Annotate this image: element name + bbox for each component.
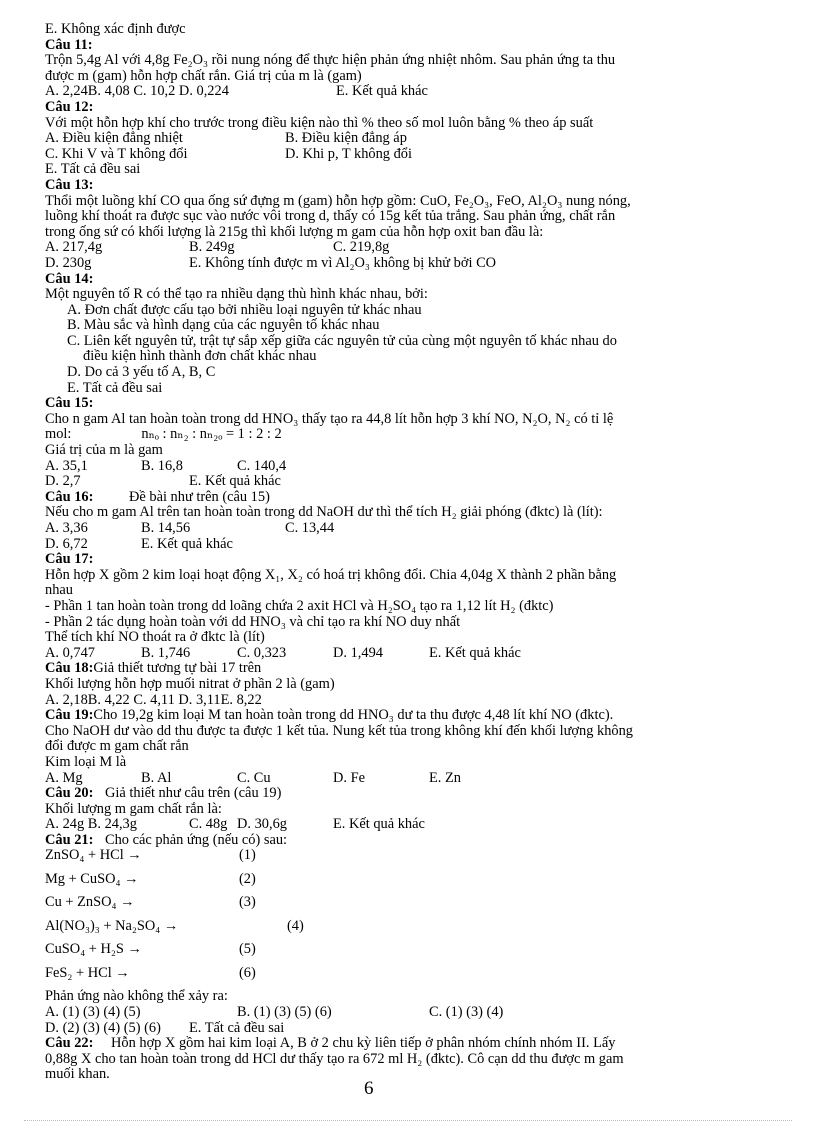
question-18-text: Khối lượng hỗn hợp muối nitrat ở phần 2 là (gam) <box>45 675 335 692</box>
reaction-2 <box>45 872 745 896</box>
reaction-4-number: (4) <box>287 917 304 934</box>
question-22-heading: Câu 22: <box>45 1035 94 1052</box>
question-19-text: Cho 19,2g kim loại M tan hoàn toàn trong dd HNO₃ dư ta thu được 4,48 lít khí NO (đktc). <box>93 707 614 724</box>
reaction-6 <box>45 966 745 990</box>
option-a: A. 217,4g <box>45 239 103 256</box>
question-20-text: Khối lượng m gam chất rắn là: <box>45 800 222 817</box>
question-21-hint: Cho các phản ứng (nếu có) sau: <box>105 831 288 848</box>
option-a: A. 3,36 <box>45 520 88 536</box>
question-16-options <box>45 521 745 537</box>
option-e: E. Không xác định được <box>45 21 186 37</box>
reaction-3 <box>45 895 745 919</box>
question-14-heading: Câu 14: <box>45 270 94 287</box>
option-b: B. 14,56 <box>141 520 191 536</box>
reaction-2-number: (2) <box>239 870 256 887</box>
question-19-header-line <box>45 708 745 724</box>
option-c: C. Khi V và T không đổi <box>45 145 188 162</box>
question-18-hint: Giả thiết tương tự bài 17 trên <box>93 660 262 677</box>
question-13-options <box>45 240 745 256</box>
question-13-text: trong ống sứ có khối lượng là 215g thì khối lượng m gam của hỗn hợp oxit ban đầu là: <box>45 223 544 240</box>
option-c: C. Liên kết nguyên tử, trật tự sắp xếp giữa các nguyên tử của cùng một nguyên tố khác nhau do <box>67 332 617 349</box>
option-e: E. Kết quả khác <box>189 473 281 490</box>
option-e: E. Không tính được m vì Al₂O₃ không bị khử bởi CO <box>189 254 497 271</box>
option-a: A. Đơn chất được cấu tạo bởi nhiều loại nguyên tử khác nhau <box>67 301 422 318</box>
option-e: E. Kết quả khác <box>141 535 233 552</box>
question-17-text: Thể tích khí NO thoát ra ở đktc là (lít) <box>45 629 265 646</box>
reaction-3-number: (3) <box>239 894 256 911</box>
question-16-header-line <box>45 490 745 506</box>
question-17-heading: Câu 17: <box>45 551 94 568</box>
document-page <box>45 22 745 1083</box>
reaction-3-equation: Cu + ZnSO₄ → <box>45 894 135 911</box>
page-number: 6 <box>364 1078 374 1099</box>
footer-divider <box>24 1120 792 1121</box>
option-c: C. 48g <box>189 816 228 833</box>
question-11-text: Trộn 5,4g Al với 4,8g Fe₂O₃ rồi nung nóng để thực hiện phản ứng nhiệt nhôm. Sau phản ứng ta thu <box>45 52 616 69</box>
reaction-5-number: (5) <box>239 941 256 958</box>
option-d: D. 30,6g <box>237 816 287 833</box>
question-13-options <box>45 256 745 272</box>
question-20-header-line <box>45 786 745 802</box>
question-15-text: Cho n gam Al tan hoàn toàn trong dd HNO₃ thấy tạo ra 44,8 lít hỗn hợp 3 khí NO, N₂O, N₂ có tỉ lệ <box>45 410 614 427</box>
question-19-text: Kim loại M là <box>45 753 127 770</box>
question-21-heading: Câu 21: <box>45 831 94 848</box>
question-18-header-line <box>45 661 745 677</box>
question-12-options <box>45 131 745 147</box>
option-a: A. (1) (3) (4) (5) <box>45 1004 141 1021</box>
question-17-options <box>45 646 745 662</box>
question-18-options: A. 2,18B. 4,22 C. 4,11 D. 3,11E. 8,22 <box>45 691 262 708</box>
option-c-continued: điều kiện hình thành đơn chất khác nhau <box>83 348 317 365</box>
option-e: E. Tất cả đều sai <box>67 379 163 396</box>
option-d: D. 6,72 <box>45 535 88 552</box>
question-19-heading: Câu 19: <box>45 707 94 724</box>
question-19-text: đổi được m gam chất rắn <box>45 738 189 755</box>
question-15-heading: Câu 15: <box>45 395 94 412</box>
question-11-heading: Câu 11: <box>45 36 93 53</box>
question-19-options <box>45 771 745 787</box>
option-e: E. Kết quả khác <box>336 83 428 100</box>
question-22-text: muối khan. <box>45 1066 110 1083</box>
question-11-options <box>45 84 745 100</box>
option-b: B. 249g <box>189 239 235 256</box>
question-21-header-line <box>45 833 745 849</box>
option-c: C. 0,323 <box>237 644 287 661</box>
question-12-text: Với một hỗn hợp khí cho trước trong điều kiện nào thì % theo số mol luôn bằng % theo áp suất <box>45 114 594 131</box>
reaction-4-equation: Al(NO₃)₃ + Na₂SO₄ → <box>45 917 179 934</box>
question-17-text: - Phần 1 tan hoàn toàn trong dd loãng chứa 2 axit HCl và H₂SO₄ tạo ra 1,12 lít H₂ (đktc) <box>45 597 554 614</box>
option-b: B. Màu sắc và hình dạng của các nguyên tố khác nhau <box>67 317 380 334</box>
options-a-d: A. 2,24B. 4,08 C. 10,2 D. 0,224 <box>45 83 229 100</box>
reaction-1 <box>45 848 745 872</box>
option-c: C. (1) (3) (4) <box>429 1004 504 1021</box>
option-c: C. 13,44 <box>285 520 335 536</box>
option-c: C. 140,4 <box>237 457 287 474</box>
question-22-header-line <box>45 1036 745 1052</box>
option-d: D. 1,494 <box>333 644 383 661</box>
question-18-heading: Câu 18: <box>45 660 94 677</box>
question-15-ratio-line <box>45 427 745 443</box>
question-12-options <box>45 147 745 163</box>
question-15-text: Giá trị của m là gam <box>45 442 163 459</box>
option-d: D. (2) (3) (4) (5) (6) <box>45 1019 161 1036</box>
reaction-1-number: (1) <box>239 847 256 864</box>
question-16-hint: Đề bài như trên (câu 15) <box>129 488 270 505</box>
reaction-2-equation: Mg + CuSO₄ → <box>45 870 139 887</box>
option-b: B. (1) (3) (5) (6) <box>237 1004 332 1021</box>
question-20-heading: Câu 20: <box>45 785 94 802</box>
question-16-heading: Câu 16: <box>45 488 94 505</box>
question-21-options <box>45 1005 745 1021</box>
option-e: E. Zn <box>429 769 461 786</box>
question-17-text: Hỗn hợp X gồm 2 kim loại hoạt động X₁, X₂ có hoá trị không đổi. Chia 4,04g X thành 2 phần bằng <box>45 566 617 583</box>
option-a: A. Mg <box>45 769 83 786</box>
reaction-1-equation: ZnSO₄ + HCl → <box>45 847 142 864</box>
option-d: D. 2,7 <box>45 473 81 490</box>
question-20-hint: Giả thiết như câu trên (câu 19) <box>105 785 282 802</box>
question-16-options <box>45 537 745 553</box>
option-e: E. Tất cả đều sai <box>189 1019 285 1036</box>
option-b: B. Điều kiện đẳng áp <box>285 130 407 147</box>
question-17-text: nhau <box>45 582 73 599</box>
option-b: B. 1,746 <box>141 644 191 661</box>
question-15-options <box>45 459 745 475</box>
question-14-text: Một nguyên tố R có thể tạo ra nhiều dạng thù hình khác nhau, bởi: <box>45 286 428 303</box>
option-d: D. Fe <box>333 769 365 786</box>
option-b: B. 16,8 <box>141 457 183 474</box>
reaction-6-number: (6) <box>239 964 256 981</box>
options-a-b: A. 24g B. 24,3g <box>45 816 137 833</box>
question-11-text: được m (gam) hỗn hợp chất rắn. Giá trị của m là (gam) <box>45 67 362 84</box>
question-21-options <box>45 1021 745 1037</box>
option-b: B. Al <box>141 769 172 786</box>
question-21-text: Phản ứng nào không thể xảy ra: <box>45 988 228 1005</box>
reaction-4 <box>45 919 745 943</box>
question-13-text: Thổi một luồng khí CO qua ống sứ đựng m (gam) hỗn hợp gồm: CuO, Fe₂O₃, FeO, Al₂O₃ nung nóng, <box>45 192 631 209</box>
question-15-options <box>45 474 745 490</box>
option-e: E. Tất cả đều sai <box>45 161 141 178</box>
reaction-5-equation: CuSO₄ + H₂S → <box>45 941 142 958</box>
ratio-label: mol: <box>45 426 72 443</box>
option-d: D. Khi p, T không đổi <box>285 145 412 162</box>
question-12-heading: Câu 12: <box>45 98 94 115</box>
option-d: D. Do cả 3 yếu tố A, B, C <box>67 364 216 381</box>
question-22-text: Hỗn hợp X gồm hai kim loại A, B ở 2 chu kỳ liên tiếp ở phân nhóm chính nhóm II. Lấy <box>111 1035 616 1052</box>
question-13-heading: Câu 13: <box>45 176 94 193</box>
question-19-text: Cho NaOH dư vào dd thu được ta được 1 kết tủa. Nung kết tủa trong không khí đến khối lượng không <box>45 722 633 739</box>
question-13-text: luồng khí thoát ra được sục vào nước vôi trong d, thấy có 15g kết tủa trắng. Sau phản ứng, chất rắn <box>45 208 616 225</box>
question-20-options <box>45 817 745 833</box>
option-a: A. Điều kiện đẳng nhiệt <box>45 130 183 147</box>
option-e: E. Kết quả khác <box>333 816 425 833</box>
option-c: C. 219,8g <box>333 239 390 256</box>
question-22-text: 0,88g X cho tan hoàn toàn trong dd HCl dư thấy tạo ra 672 ml H₂ (đktc). Cô cạn dd thu được m gam <box>45 1050 624 1067</box>
option-e: E. Kết quả khác <box>429 644 521 661</box>
option-d: D. 230g <box>45 254 92 271</box>
option-a: A. 0,747 <box>45 644 95 661</box>
option-a: A. 35,1 <box>45 457 88 474</box>
question-17-text: - Phần 2 tác dụng hoàn toàn với dd HNO₃ và chỉ tạo ra khí NO duy nhất <box>45 613 461 630</box>
reaction-6-equation: FeS₂ + HCl → <box>45 964 130 981</box>
option-c: C. Cu <box>237 769 271 786</box>
question-16-text: Nếu cho m gam Al trên tan hoàn toàn trong dd NaOH dư thì thể tích H₂ giải phóng (đktc) là (lít): <box>45 504 603 521</box>
reaction-5 <box>45 942 745 966</box>
mole-ratio-formula: nₙₒ : nₙ₂ : nₙ₂ₒ = 1 : 2 : 2 <box>141 426 282 443</box>
